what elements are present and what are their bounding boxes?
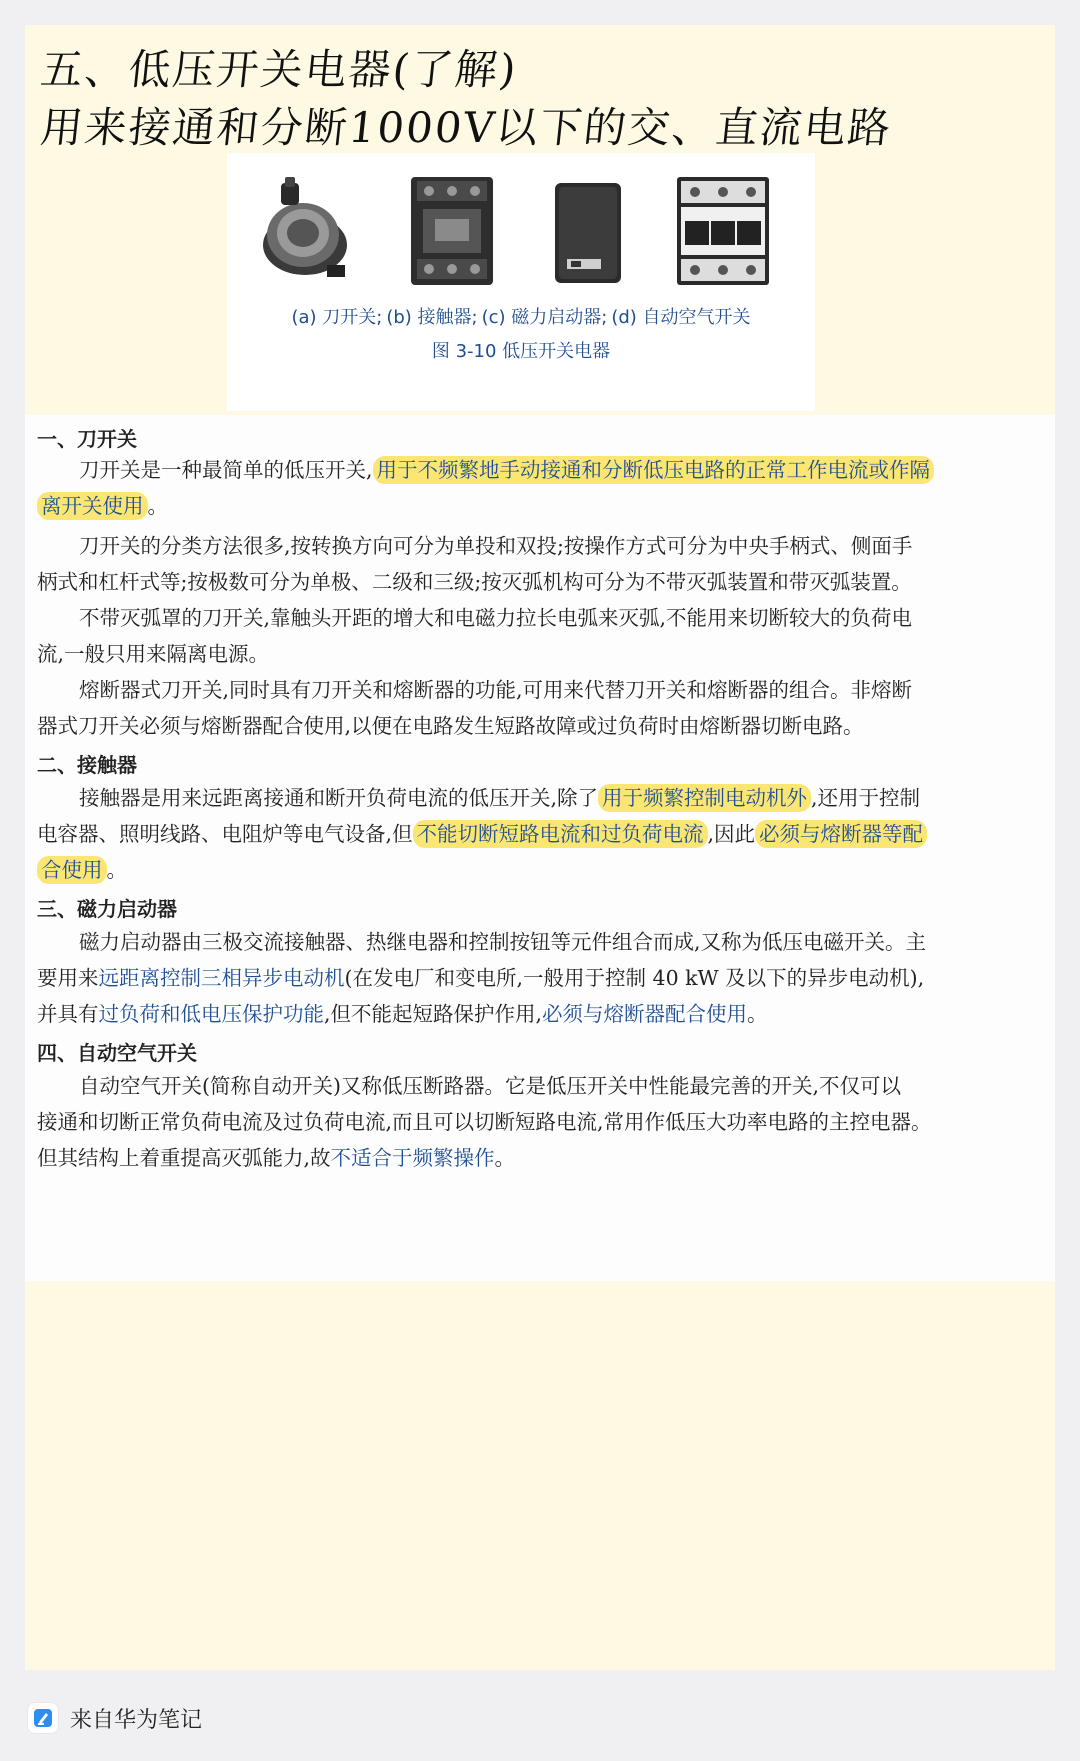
huawei-notes-icon xyxy=(28,1703,58,1733)
section-heading-knife-switch: 一、刀开关 xyxy=(37,427,137,451)
paragraph-line xyxy=(37,783,1045,813)
text-span: 要用来 xyxy=(37,966,99,990)
magnetic-starter-image xyxy=(553,181,623,285)
footer-text: 来自华为笔记 xyxy=(70,1707,203,1733)
paragraph-line xyxy=(37,963,1045,993)
text-span: ,还用于控制 xyxy=(811,786,921,810)
paragraph-line: 柄式和杠杆式等;按极数可分为单极、二级和三级;按灭弧机构可分为不带灭弧装置和带灭弧装置。 xyxy=(37,570,912,594)
knife-switch-image xyxy=(255,175,355,285)
text-span: 。 xyxy=(494,1146,516,1170)
highlighted-text: 用于不频繁地手动接通和分断低压电路的正常工作电流或作隔 xyxy=(373,456,935,484)
paragraph-line: 磁力启动器由三极交流接触器、热继电器和控制按钮等元件组合而成,又称为低压电磁开关。主 xyxy=(79,930,927,954)
text-span: (在发电厂和变电所,一般用于控制 40 kW 及以下的异步电动机), xyxy=(344,966,925,990)
paragraph-line: 自动空气开关(简称自动开关)又称低压断路器。它是低压开关中性能最完善的开关,不仅可以 xyxy=(79,1074,902,1098)
handwritten-title: 五、低压开关电器(了解) xyxy=(38,45,521,94)
blue-text: 过负荷和低电压保护功能 xyxy=(98,1002,324,1026)
paragraph-line: 器式刀开关必须与熔断器配合使用,以便在电路发生短路故障或过负荷时由熔断器切断电路。 xyxy=(37,714,864,738)
blue-text: 不适合于频繁操作 xyxy=(330,1146,495,1170)
text-span: ,因此 xyxy=(707,822,756,846)
text-span: ,但不能起短路保护作用, xyxy=(324,1002,543,1026)
figure-caption: 图 3-10 低压开关电器 xyxy=(431,341,611,362)
paragraph-line: 流,一般只用来隔离电源。 xyxy=(37,642,270,666)
contactor-image xyxy=(409,175,495,287)
text-span: 刀开关是一种最简单的低压开关, xyxy=(79,458,373,482)
paragraph-line xyxy=(37,999,1045,1029)
paragraph-line xyxy=(37,455,1045,485)
highlighted-text: 必须与熔断器等配 xyxy=(755,820,927,848)
highlighted-text: 离开关使用 xyxy=(37,492,148,520)
text-span: 但其结构上着重提高灭弧能力,故 xyxy=(37,1146,331,1170)
figure-label-a: (a) 刀开关; xyxy=(291,307,383,328)
handwritten-subtitle: 用来接通和分断1000V以下的交、直流电路 xyxy=(38,103,895,152)
paragraph-line xyxy=(37,855,1045,885)
paragraph-line: 熔断器式刀开关,同时具有刀开关和熔断器的功能,可用来代替刀开关和熔断器的组合。非熔断 xyxy=(79,678,913,702)
section-heading-contactor: 二、接触器 xyxy=(37,753,137,777)
figure-labels xyxy=(227,303,815,329)
text-span: 。 xyxy=(147,494,168,518)
textbook-excerpt xyxy=(25,415,1055,1281)
section-heading-air-switch: 四、自动空气开关 xyxy=(37,1041,197,1065)
blue-text: 远距离控制三相异步电动机 xyxy=(98,966,345,990)
paragraph-line: 刀开关的分类方法很多,按转换方向可分为单投和双投;按操作方式可分为中央手柄式、侧面手 xyxy=(79,534,913,558)
figure-label-b: (b) 接触器; xyxy=(386,307,478,328)
figure-label-c: (c) 磁力启动器; xyxy=(481,307,608,328)
app-attribution xyxy=(28,1700,202,1736)
text-span: 。 xyxy=(747,1002,768,1026)
paragraph-line xyxy=(37,1143,1045,1173)
figure-label-d: (d) 自动空气开关 xyxy=(611,307,751,328)
blue-text: 必须与熔断器配合使用 xyxy=(542,1002,748,1026)
paragraph-line xyxy=(37,819,1045,849)
text-span: 接触器是用来远距离接通和断开负荷电流的低压开关,除了 xyxy=(79,786,599,810)
note-page xyxy=(25,25,1055,1670)
highlighted-text: 不能切断短路电流和过负荷电流 xyxy=(413,820,708,848)
paragraph-line xyxy=(37,491,1045,521)
air-switch-image xyxy=(675,175,771,287)
paragraph-line: 不带灭弧罩的刀开关,靠触头开距的增大和电磁力拉长电弧来灭弧,不能用来切断较大的负荷电 xyxy=(79,606,913,630)
section-heading-magnetic-starter: 三、磁力启动器 xyxy=(37,897,177,921)
highlighted-text: 用于频繁控制电动机外 xyxy=(598,784,811,812)
text-span: 。 xyxy=(106,858,127,882)
text-span: 电容器、照明线路、电阻炉等电气设备,但 xyxy=(37,822,413,846)
text-span: 并具有 xyxy=(37,1002,99,1026)
device-figure xyxy=(227,153,815,411)
highlighted-text: 合使用 xyxy=(37,856,107,884)
paragraph-line: 接通和切断正常负荷电流及过负荷电流,而且可以切断短路电流,常用作低压大功率电路的主控电器。 xyxy=(37,1110,932,1134)
